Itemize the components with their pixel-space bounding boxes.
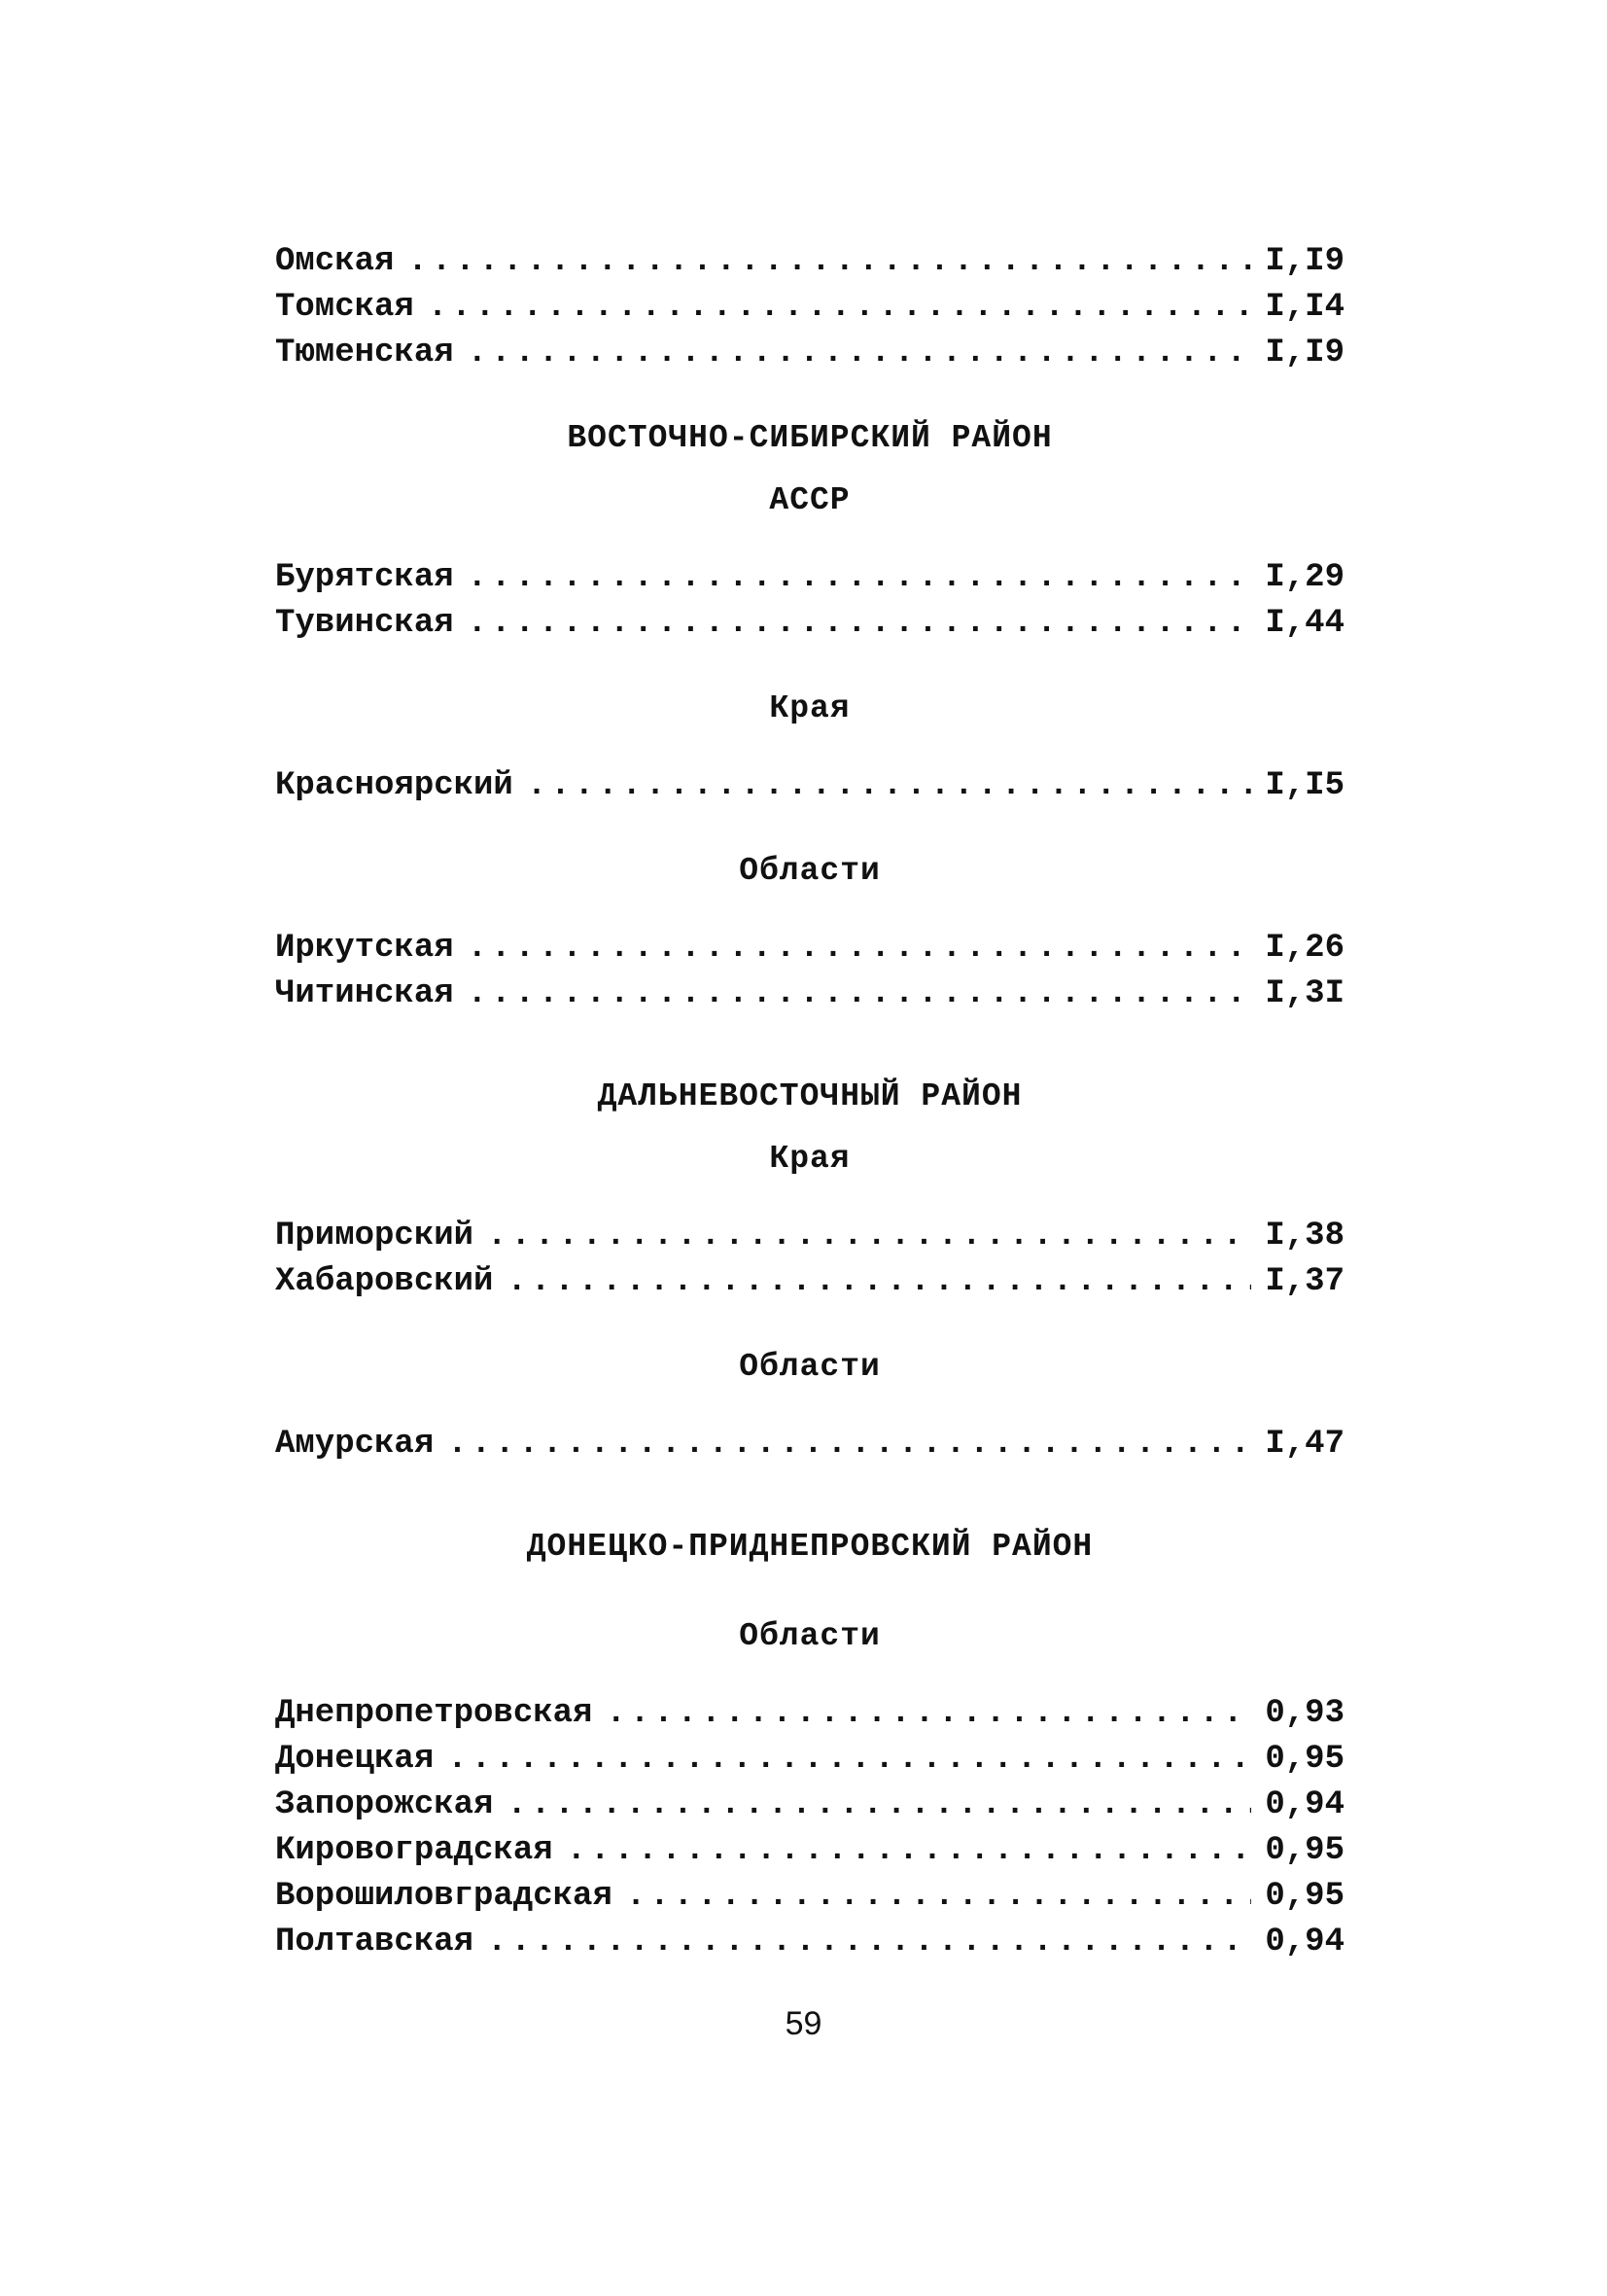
district-title: ВОСТОЧНО-СИБИРСКИЙ РАЙОН <box>567 420 1053 456</box>
list-item <box>275 1924 1345 1969</box>
region-name: Приморский <box>275 1218 474 1254</box>
dot-leader <box>468 605 1252 642</box>
coefficient-list <box>275 243 1345 1969</box>
list-item <box>275 559 1345 605</box>
subsection-heading: Области <box>739 1349 881 1385</box>
list-item <box>275 1263 1345 1309</box>
coefficient-value: 0,95 <box>1265 1832 1345 1869</box>
coefficient-value: I,I9 <box>1265 335 1345 371</box>
list-item <box>275 335 1345 380</box>
coefficient-value: I,38 <box>1265 1218 1345 1254</box>
list-item <box>275 1218 1345 1263</box>
list-item <box>275 1832 1345 1878</box>
region-name: Тувинская <box>275 605 454 642</box>
coefficient-value: I,37 <box>1265 1263 1345 1300</box>
dot-leader <box>527 767 1252 804</box>
list-item <box>275 975 1345 1021</box>
dot-leader <box>567 1832 1252 1869</box>
region-name: Тюменская <box>275 335 454 371</box>
subsection-heading: Края <box>769 690 851 726</box>
subsection-heading: Области <box>739 1618 881 1654</box>
dot-leader <box>407 243 1251 280</box>
coefficient-value: I,29 <box>1265 559 1345 596</box>
subsection-heading: Края <box>769 1141 851 1177</box>
subsection-heading: Области <box>739 853 881 889</box>
region-name: Бурятская <box>275 559 454 596</box>
region-name: Днепропетровская <box>275 1695 593 1732</box>
coefficient-value: 0,94 <box>1265 1786 1345 1823</box>
list-item <box>275 289 1345 335</box>
coefficient-value: 0,95 <box>1265 1741 1345 1778</box>
list-item <box>275 1786 1345 1832</box>
dot-leader <box>447 1741 1251 1778</box>
coefficient-value: 0,94 <box>1265 1924 1345 1960</box>
subsection-heading: АССР <box>769 482 851 518</box>
list-item <box>275 1695 1345 1741</box>
coefficient-value: I,3I <box>1265 975 1345 1012</box>
region-name: Томская <box>275 289 414 326</box>
coefficient-value: I,44 <box>1265 605 1345 642</box>
list-item <box>275 1426 1345 1471</box>
region-name: Полтавская <box>275 1924 474 1960</box>
list-item <box>275 1741 1345 1786</box>
dot-leader <box>487 1218 1251 1254</box>
dot-leader <box>468 930 1252 967</box>
list-item <box>275 605 1345 651</box>
list-item <box>275 1878 1345 1924</box>
region-name: Читинская <box>275 975 454 1012</box>
coefficient-value: 0,95 <box>1265 1878 1345 1915</box>
dot-leader <box>507 1786 1251 1823</box>
dot-leader <box>468 975 1252 1012</box>
coefficient-value: I,I5 <box>1265 767 1345 804</box>
region-name: Ворошиловградская <box>275 1878 612 1915</box>
coefficient-value: I,I9 <box>1265 243 1345 280</box>
coefficient-value: 0,93 <box>1265 1695 1345 1732</box>
dot-leader <box>487 1924 1251 1960</box>
region-name: Омская <box>275 243 395 280</box>
region-name: Запорожская <box>275 1786 494 1823</box>
dot-leader <box>507 1263 1251 1300</box>
region-name: Красноярский <box>275 767 513 804</box>
district-title: ДОНЕЦКО-ПРИДНЕПРОВСКИЙ РАЙОН <box>526 1529 1094 1565</box>
list-item <box>275 930 1345 975</box>
list-item <box>275 767 1345 813</box>
region-name: Амурская <box>275 1426 435 1463</box>
dot-leader <box>428 289 1252 326</box>
dot-leader <box>626 1878 1252 1915</box>
district-title: ДАЛЬНЕВОСТОЧНЫЙ РАЙОН <box>597 1078 1023 1114</box>
dot-leader <box>468 335 1252 371</box>
list-item <box>275 243 1345 289</box>
coefficient-value: I,47 <box>1265 1426 1345 1463</box>
region-name: Хабаровский <box>275 1263 494 1300</box>
dot-leader <box>468 559 1252 596</box>
dot-leader <box>447 1426 1251 1463</box>
page-number: 59 <box>785 2005 822 2042</box>
region-name: Кировоградская <box>275 1832 553 1869</box>
coefficient-value: I,26 <box>1265 930 1345 967</box>
dot-leader <box>606 1695 1251 1732</box>
region-name: Донецкая <box>275 1741 435 1778</box>
coefficient-value: I,I4 <box>1265 289 1345 326</box>
region-name: Иркутская <box>275 930 454 967</box>
